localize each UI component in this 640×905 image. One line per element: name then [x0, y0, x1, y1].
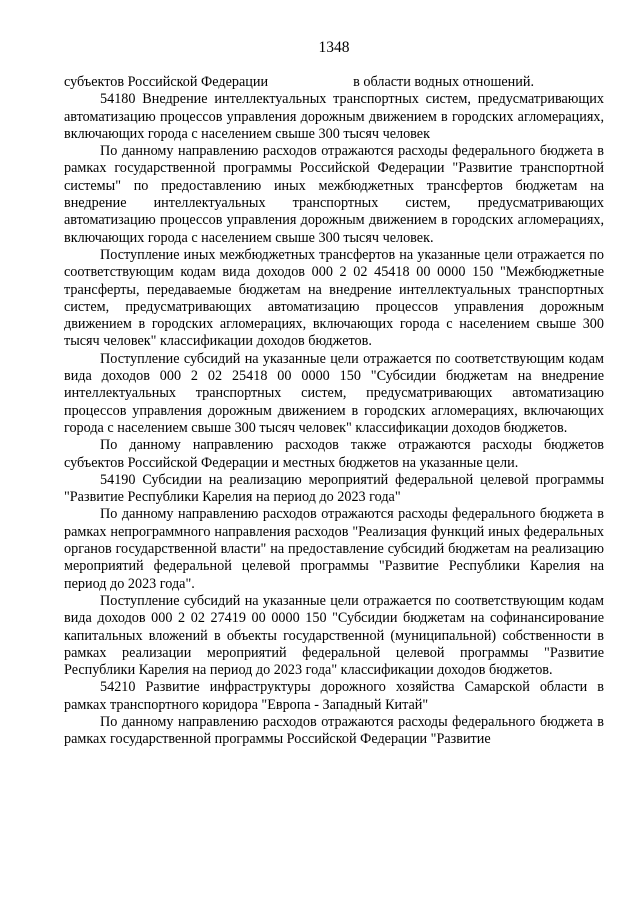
document-body — [64, 74, 604, 749]
continuation-line — [64, 74, 604, 91]
paragraph: Поступление субсидий на указанные цели отражается по соответствующим кодам вида доходов 000 2 02 27419 00 0000 150 "Субсидии бюджетам на софинансирование капитальных вложений в объекты государственной (муниципальной) собственности в рамках реализации мероприятий федеральной целевой программы "Развитие Республики Карелия на период до 2023 года" классификации доходов бюджетов. — [64, 592, 604, 679]
code-54210-heading: 54210 Развитие инфраструктуры дорожного хозяйства Самарской области в рамках транспортного коридора "Европа - Западный Китай" — [64, 679, 604, 713]
code-54190-heading: 54190 Субсидии на реализацию мероприятий федеральной целевой программы "Развитие Республики Карелия на период до 2023 года" — [64, 471, 604, 506]
paragraph: По данному направлению расходов отражаются расходы федерального бюджета в рамках государственной программы Российской Федерации "Развитие — [64, 713, 604, 748]
code-54180-heading: 54180 Внедрение интеллектуальных транспортных систем, предусматривающих автоматизацию процессов управления дорожным движением в городских агломерациях, включающих города с населением свыше 300 тысяч человек — [64, 91, 604, 142]
paragraph: По данному направлению расходов отражаются расходы федерального бюджета в рамках непрограммного направления расходов "Реализация функций иных федеральных органов государственной власти" на предоставление субсидий бюджетам на реализацию мероприятий федеральной целевой программы "Развитие Республики Карелия на период до 2023 года". — [64, 506, 604, 592]
paragraph: Поступление иных межбюджетных трансфертов на указанные цели отражается по соответствующим кодам вида доходов 000 2 02 45418 00 0000 150 "Межбюджетные трансферты, передаваемые бюджетам на внедрение интеллектуальных транспортных систем, предусматривающих автоматизацию процессов управления дорожным движением в городских агломерациях, включающих города с населением свыше 300 тысяч человек" классификации доходов бюджетов. — [64, 246, 604, 350]
paragraph: Поступление субсидий на указанные цели отражается по соответствующим кодам вида доходов 000 2 02 25418 00 0000 150 "Субсидии бюджетам на внедрение интеллектуальных транспортных систем, предусматривающих автоматизацию процессов управления дорожным движением в городских агломерациях, включающих города с населением свыше 300 тысяч человек" классификации доходов бюджетов. — [64, 350, 604, 436]
paragraph: По данному направлению расходов отражаются расходы федерального бюджета в рамках государственной программы Российской Федерации "Развитие транспортной системы" по предоставлению иных межбюджетных трансфертов бюджетам на внедрение интеллектуальных транспортных систем, предусматривающих автоматизацию процессов управления дорожным движением в городских агломерациях, включающих города с населением свыше 300 тысяч человек. — [64, 143, 604, 246]
paragraph: По данному направлению расходов также отражаются расходы бюджетов субъектов Российской Федерации и местных бюджетов на указанные цели. — [64, 437, 604, 471]
continuation-left: субъектов Российской Федерации — [64, 74, 269, 90]
page-number: 1348 — [318, 39, 350, 56]
continuation-right: в области водных отношений. — [353, 74, 534, 90]
